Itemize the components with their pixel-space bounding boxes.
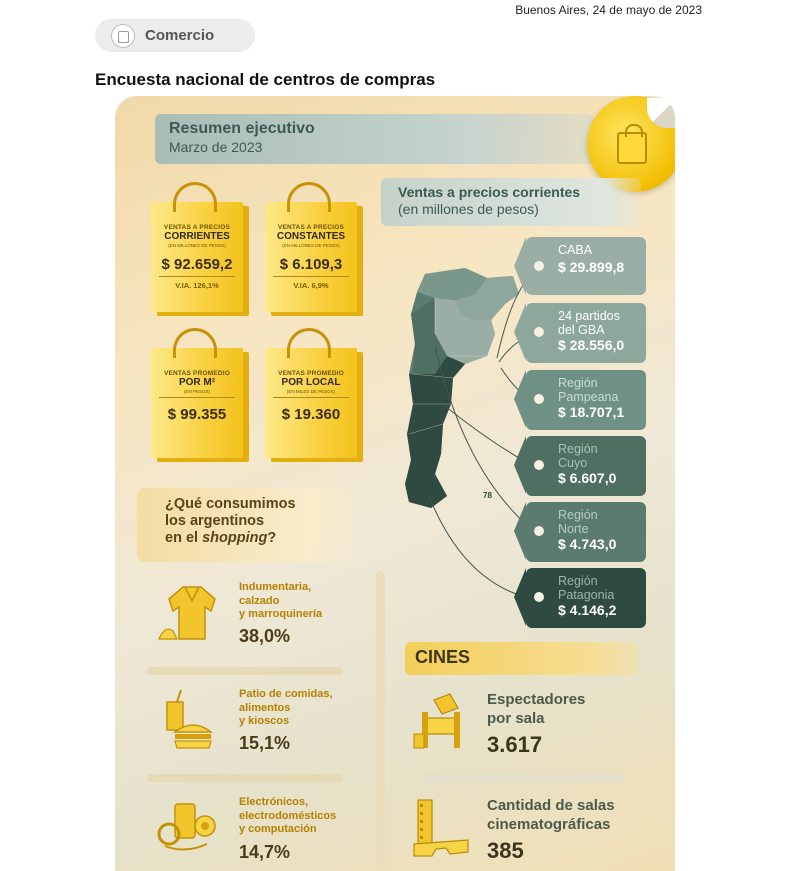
region-value: $ 18.707,1 bbox=[558, 404, 625, 420]
bag-ventas-constantes bbox=[265, 202, 357, 312]
bag-ventas-local bbox=[265, 348, 357, 458]
clothing-icon bbox=[155, 581, 225, 645]
food-icon bbox=[155, 688, 225, 752]
bag-ventas-corrientes bbox=[151, 202, 243, 312]
bag-unit: (EN MILLONES DE PESOS) bbox=[168, 243, 226, 248]
cinema-spectators: Espectadores por sala 3.617 bbox=[410, 690, 650, 760]
publication-date: Buenos Aires, 24 de mayo de 2023 bbox=[515, 3, 702, 17]
bag-ventas-m2 bbox=[151, 348, 243, 458]
bag-label: VENTAS A PRECIOS bbox=[163, 224, 231, 231]
category-pill[interactable] bbox=[95, 19, 255, 52]
region-value: $ 6.607,0 bbox=[558, 470, 617, 486]
bag-label-main: CORRIENTES bbox=[164, 231, 230, 242]
summary-header bbox=[155, 114, 595, 164]
bag-unit: (EN MILLONES DE PESOS) bbox=[282, 243, 340, 248]
bag-unit: (EN PESOS) bbox=[183, 389, 210, 394]
region-value: $ 4.146,2 bbox=[558, 602, 617, 618]
infographic bbox=[115, 96, 675, 871]
divider bbox=[423, 774, 623, 782]
bag-via: V.IA. 6,9% bbox=[293, 281, 329, 290]
consumption-question: ¿Qué consumimos los argentinos en el shopping? bbox=[137, 488, 352, 562]
bag-value: $ 92.659,2 bbox=[161, 256, 233, 273]
divider bbox=[147, 774, 343, 782]
region-value: $ 4.743,0 bbox=[558, 536, 617, 552]
cinema-rooms: Cantidad de salas cinematográficas 385 bbox=[410, 796, 650, 866]
bag-label: VENTAS PROMEDIO bbox=[163, 370, 231, 377]
region-caba: CABA $ 29.899,8 bbox=[526, 237, 646, 295]
category-label: Comercio bbox=[145, 27, 215, 44]
category-percent: 14,7% bbox=[239, 842, 291, 862]
bag-label-main: POR M² bbox=[178, 377, 216, 388]
regional-sales-header bbox=[381, 178, 641, 226]
bag-value: $ 6.109,3 bbox=[279, 256, 343, 273]
bag-label: VENTAS A PRECIOS bbox=[277, 224, 345, 231]
summary-title: Resumen ejecutivo bbox=[169, 120, 315, 137]
region-patagonia: Región Patagonia $ 4.146,2 bbox=[526, 568, 646, 628]
bag-value: $ 19.360 bbox=[281, 406, 341, 423]
svg-text:78: 78 bbox=[483, 491, 492, 500]
category-indumentaria: Indumentaria, calzado y marroquinería 38,0% bbox=[155, 581, 385, 651]
region-pampeana: Región Pampeana $ 18.707,1 bbox=[526, 370, 646, 430]
region-norte: Región Norte $ 4.743,0 bbox=[526, 502, 646, 562]
cinema-seat-icon bbox=[410, 690, 472, 754]
category-percent: 15,1% bbox=[239, 733, 291, 753]
category-electronicos: Electrónicos, electrodomésticos y computación 14,7% bbox=[155, 796, 385, 866]
bag-icon bbox=[111, 24, 135, 48]
electronics-icon bbox=[155, 796, 225, 860]
bag-via: V.IA. 126,1% bbox=[175, 281, 219, 290]
bag-label: VENTAS PROMEDIO bbox=[277, 370, 345, 377]
spectators-value: 3.617 bbox=[487, 732, 543, 757]
regional-sales-subtitle: (en millones de pesos) bbox=[398, 201, 539, 217]
regional-sales-title: Ventas a precios corrientes bbox=[398, 184, 581, 200]
bag-label-main: CONSTANTES bbox=[276, 231, 346, 242]
bag-label-main: POR LOCAL bbox=[281, 377, 341, 388]
page-title: Encuesta nacional de centros de compras bbox=[95, 70, 436, 89]
rooms-value: 385 bbox=[487, 838, 524, 863]
category-comidas: Patio de comidas, alimentos y kioscos 15,1% bbox=[155, 688, 385, 758]
region-gba: 24 partidos del GBA $ 28.556,0 bbox=[526, 303, 646, 363]
summary-period: Marzo de 2023 bbox=[169, 139, 263, 155]
region-value: $ 29.899,8 bbox=[558, 259, 625, 275]
region-value: $ 28.556,0 bbox=[558, 337, 625, 353]
region-cuyo: Región Cuyo $ 6.607,0 bbox=[526, 436, 646, 496]
cinemas-header: CINES bbox=[405, 642, 638, 675]
bag-unit: (EN MILES DE PESOS) bbox=[286, 389, 336, 394]
category-percent: 38,0% bbox=[239, 626, 291, 646]
divider bbox=[147, 667, 343, 675]
bag-value: $ 99.355 bbox=[167, 406, 227, 423]
film-glasses-icon bbox=[410, 796, 472, 860]
